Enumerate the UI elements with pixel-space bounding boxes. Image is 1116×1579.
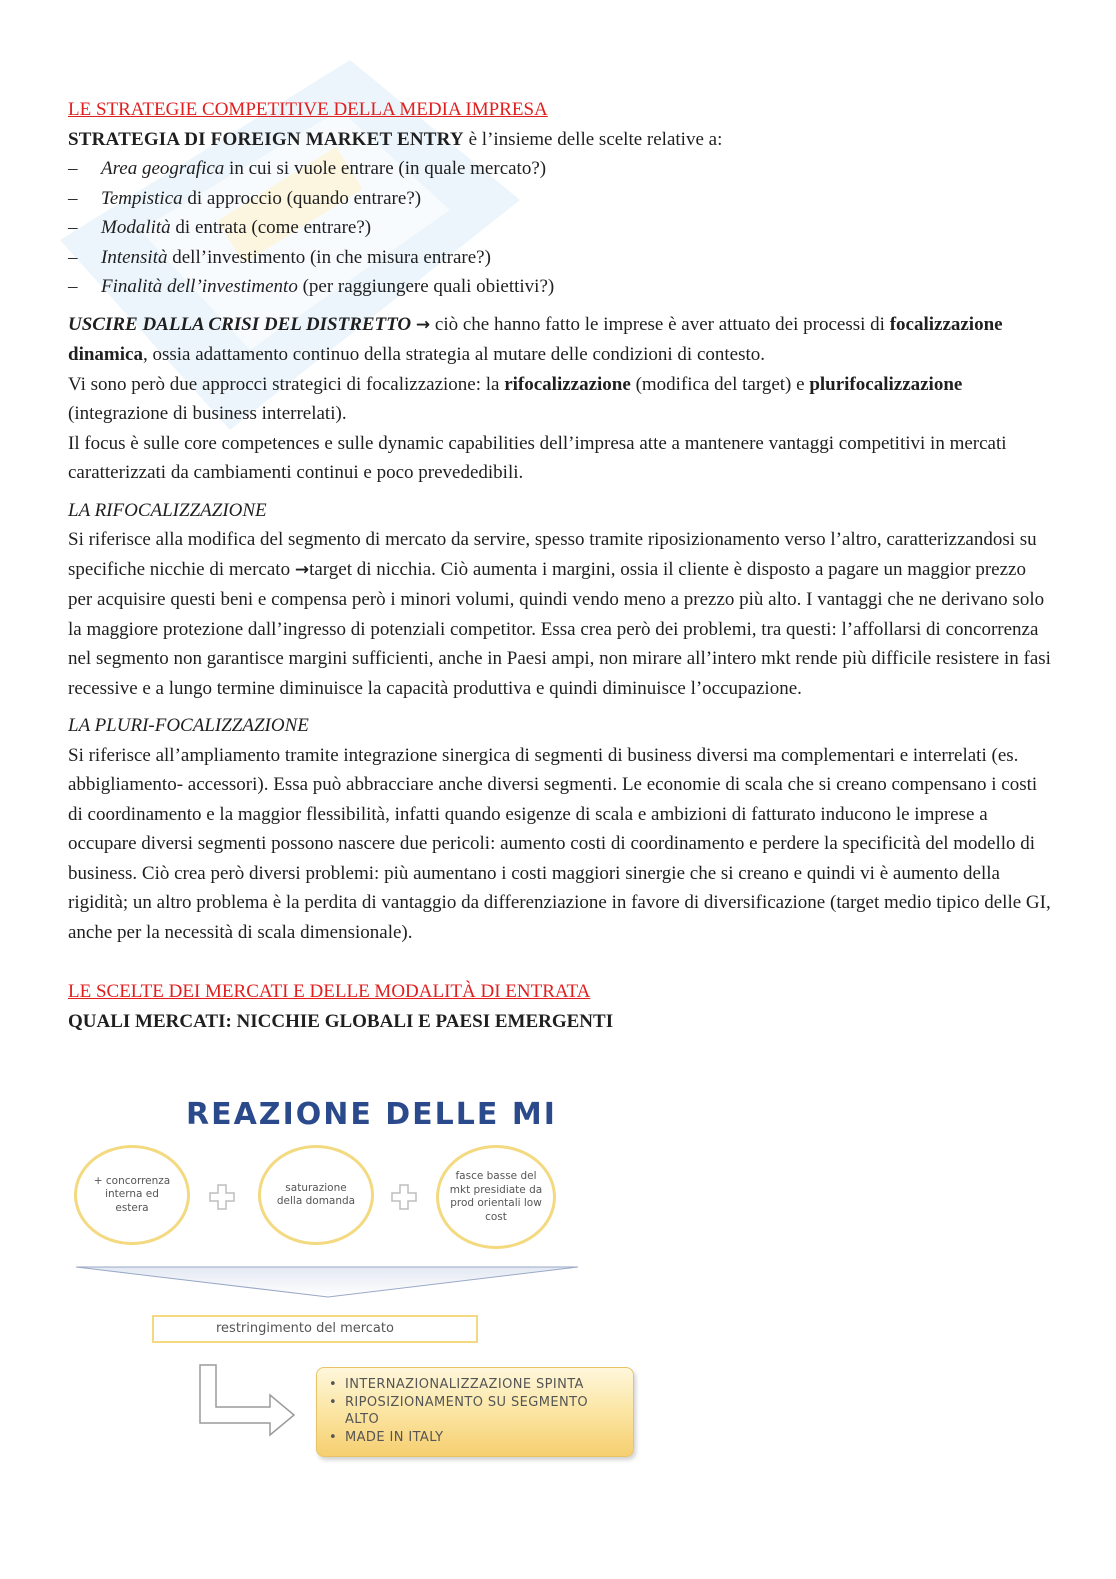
intro-bold: STRATEGIA DI FOREIGN MARKET ENTRY xyxy=(68,128,464,150)
list-text: di entrata (come entrare?) xyxy=(170,217,372,238)
intro-paragraph xyxy=(68,125,1053,155)
entry-choices-list xyxy=(68,154,1053,302)
list-item xyxy=(68,184,1053,214)
section-title-strategie: LE STRATEGIE COMPETITIVE DELLA MEDIA IMPRESA xyxy=(68,99,548,120)
result-item: • MADE IN ITALY xyxy=(327,1429,623,1447)
list-text: di approccio (quando entrare?) xyxy=(182,187,422,209)
list-term: Finalità dell’investimento xyxy=(101,276,298,297)
rifocalizzazione-text: Si riferisce alla modifica del segmento di mercato da servire, spesso tramite riposizionamento verso l’altro, caratterizzandosi su specifiche nicchie di mercato xyxy=(68,529,1037,580)
list-item xyxy=(68,243,1053,273)
rifocalizzazione-text: target di nicchia. Ciò aumenta i margini, ossia il cliente è disposto a pagare un maggior prezzo per acquisire questi beni e compensa però i minori volumi, quindi vendo meno a prezzo più alto. I vantaggi che ne derivano solo la maggiore protezione dall’ingresso di potenziali competitor. Essa crea però dei problemi, tra questi: l’affollarsi di concorrenza nel segmento non garantisce margini sufficienti, anche in Paesi ampi, non mirare all’intero mkt rende più difficile resistere in fasi recessive e a lungo termine diminuisce la capacità produttiva e quindi diminuisce l’occupazione. xyxy=(68,558,1051,699)
result-box xyxy=(316,1367,634,1457)
result-item: • INTERNAZIONALIZZAZIONE SPINTA xyxy=(327,1376,623,1394)
rifocalizzazione-title: LA RIFOCALIZZAZIONE xyxy=(68,499,267,521)
crisis-bold: plurifocalizzazione xyxy=(809,373,963,395)
crisis-text: (modifica del target) e xyxy=(630,373,810,395)
narrowing-box: restringimento del mercato xyxy=(152,1315,478,1343)
arrow-right-icon: → xyxy=(294,559,310,580)
list-term: Modalità xyxy=(101,217,171,238)
diagram-title: REAZIONE DELLE MI xyxy=(186,1097,557,1132)
circle-concorrenza: + concorrenza interna ed estera xyxy=(74,1145,190,1245)
crisis-text: Vi sono però due approcci strategici di focalizzazione: la xyxy=(68,373,505,395)
rifocalizzazione-paragraph xyxy=(68,525,1053,703)
list-item xyxy=(68,213,1053,243)
crisis-bold: rifocalizzazione xyxy=(504,373,631,395)
plus-icon xyxy=(208,1183,236,1211)
list-term: Area geografica xyxy=(101,158,225,179)
crisis-lead: USCIRE DALLA CRISI DEL DISTRETTO xyxy=(68,313,412,335)
list-item xyxy=(68,272,1053,302)
result-item: • RIPOSIZIONAMENTO SU SEGMENTO ALTO xyxy=(327,1394,623,1429)
crisis-bold: focalizzazione dinamica xyxy=(68,313,1003,365)
funnel-chevron-icon xyxy=(76,1263,578,1323)
bent-arrow-icon xyxy=(196,1363,296,1439)
section-subtitle: QUALI MERCATI: NICCHIE GLOBALI E PAESI EMERGENTI xyxy=(68,1010,614,1032)
main-text xyxy=(68,95,1053,1036)
plurifocalizzazione-paragraph: Si riferisce all’ampliamento tramite integrazione sinergica di segmenti di business diversi ma complementari e interrelati (es. abbigliamento- accessori). Essa può abbracciare anche diversi segmenti. Le economie di scala che si creano compensano i costi di coordinamento e la maggior flessibilità, infatti quando esigenze di scala e ambizioni di fatturato inducono le imprese a occupare diversi segmenti possono nascere due pericoli: aumento costi di coordinamento e perdere la specificità del modello di business. Ciò crea però diversi problemi: più aumentano i costi maggiori sinergie che si creano e quindi vi è aumento della rigidità; un altro problema è la perdita di vantaggio da differenziazione in favore di diversificazione (target medio tipico delle GI, anche per la necessità di scala dimensionale). xyxy=(68,744,1051,943)
reazione-diagram xyxy=(68,1095,668,1475)
crisis-text: , ossia adattamento continuo della strategia al mutare delle condizioni di contesto. xyxy=(142,344,766,365)
circle-saturazione: saturazione della domanda xyxy=(258,1145,374,1245)
section-title-scelte: LE SCELTE DEI MERCATI E DELLE MODALITÀ DI ENTRATA xyxy=(68,981,591,1002)
list-term: Tempistica xyxy=(101,187,183,209)
list-text: dell’investimento (in che misura entrare?) xyxy=(167,246,491,268)
plus-icon xyxy=(390,1183,418,1211)
crisis-text: (integrazione di business interrelati). xyxy=(68,403,347,424)
list-text: in cui si vuole entrare (in quale mercato?) xyxy=(224,158,547,179)
list-term: Intensità xyxy=(101,246,168,268)
list-text: (per raggiungere quali obiettivi?) xyxy=(297,276,555,297)
crisis-paragraph xyxy=(68,310,1053,488)
circle-fasce-basse: fasce basse del mkt presidiate da prod orientali low cost xyxy=(436,1145,556,1249)
arrow-right-icon: → xyxy=(415,314,431,335)
crisis-text: ciò che hanno fatto le imprese è aver attuato dei processi di xyxy=(430,313,890,335)
list-item xyxy=(68,154,1053,184)
crisis-text: Il focus è sulle core competences e sulle dynamic capabilities dell’impresa atte a mantenere vantaggi competitivi in mercati caratterizzati da cambiamenti continui e poco prevededibili. xyxy=(68,432,1007,483)
intro-rest: è l’insieme delle scelte relative a: xyxy=(463,128,723,150)
plurifocalizzazione-title: LA PLURI-FOCALIZZAZIONE xyxy=(68,715,309,736)
